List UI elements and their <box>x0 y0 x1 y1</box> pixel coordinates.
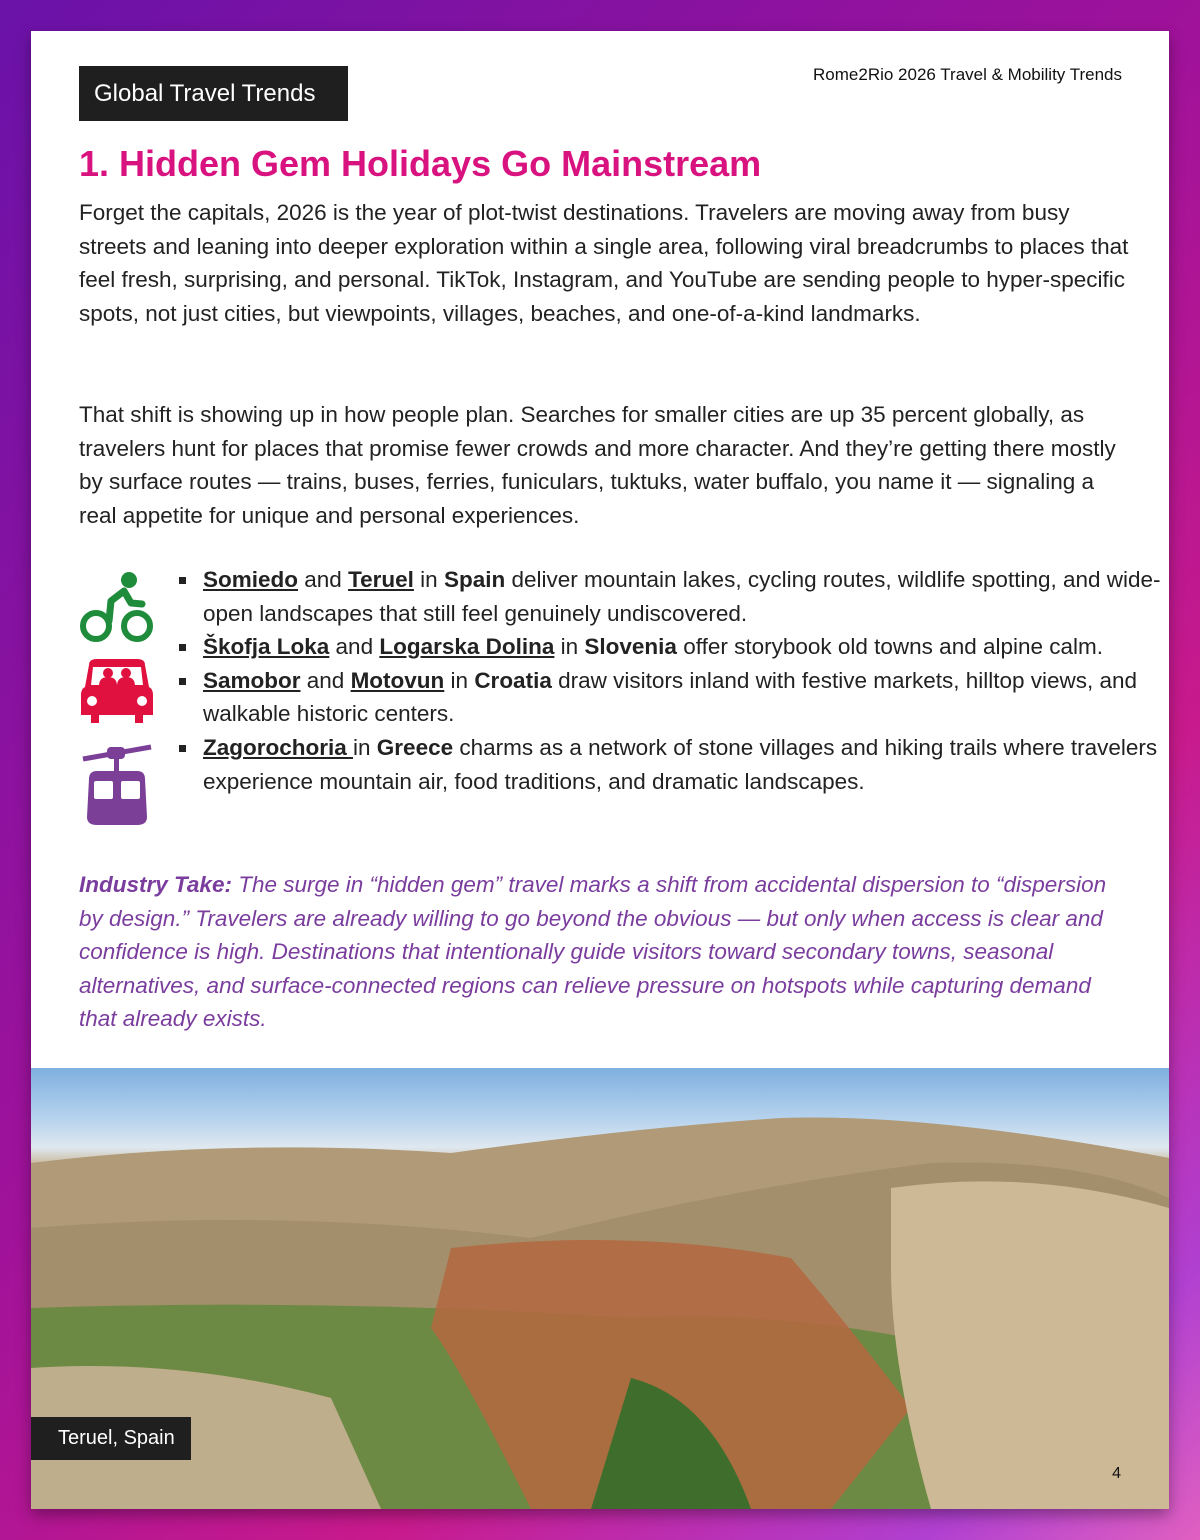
text: charms as a network of stone villages and hiking trails where travelers experience mountain air, food traditions, and dramatic landscapes. <box>203 734 1158 794</box>
text: in <box>353 734 377 760</box>
page-title: 1. Hidden Gem Holidays Go Mainstream <box>79 143 762 184</box>
list-item <box>203 630 1163 664</box>
transport-icons <box>79 571 159 829</box>
link-skofja-loka[interactable]: Škofja Loka <box>203 634 330 660</box>
list-item <box>203 731 1163 798</box>
text: and <box>300 667 351 693</box>
link-somiedo[interactable]: Somiedo <box>203 567 299 592</box>
text: in <box>554 634 585 660</box>
intro-paragraph: Forget the capitals, 2026 is the year of plot-twist destinations. Travelers are moving away from busy streets and leaning into deeper exploration within a single area, following viral breadcrumbs to places that feel fresh, surprising, and personal. TikTok, Instagram, and YouTube are sending people to hyper-specific spots, not just cities, but viewpoints, villages, beaches, and one-of-a-kind landmarks. <box>79 200 1129 326</box>
country: Spain <box>443 567 506 592</box>
text: in <box>413 567 444 592</box>
link-logarska-dolina[interactable]: Logarska Dolina <box>379 634 555 660</box>
photo-caption: Teruel, Spain <box>31 1417 191 1460</box>
text: and <box>329 634 380 660</box>
car-icon <box>79 659 155 725</box>
industry-take-text: The surge in “hidden gem” travel marks a shift from accidental dispersion to “dispersion by design.” Travelers are already willing to go beyond the obvious — but only when access is clear and confidence is high. Destinations that intentionally guide visitors toward secondary towns, seasonal alternatives, and surface-connected regions can relieve pressure on hotspots while capturing demand that already exists. <box>79 872 1107 1032</box>
document-page <box>31 31 1169 1509</box>
text: offer storybook old towns and alpine calm. <box>676 634 1104 660</box>
link-samobor[interactable]: Samobor <box>203 667 301 693</box>
text: deliver mountain lakes, cycling routes, wildlife spotting, and wide-open landscapes that still feel genuinely undiscovered. <box>203 567 1161 626</box>
link-teruel[interactable]: Teruel <box>348 567 414 592</box>
text: in <box>444 667 475 693</box>
shift-paragraph: That shift is showing up in how people plan. Searches for smaller cities are up 35 percent globally, as travelers hunt for places that promise fewer crowds and more character. And they’re getting there mostly by surface routes — trains, buses, ferries, funiculars, tuktuks, water buffalo, you name it — signaling a real appetite for unique and personal experiences. <box>79 402 1116 528</box>
teruel-photo <box>31 1068 1169 1509</box>
text: and <box>298 567 349 592</box>
report-title: Rome2Rio 2026 Travel & Mobility Trends <box>813 65 1122 84</box>
list-item <box>203 664 1163 731</box>
cable-car-icon <box>79 743 155 829</box>
page-number: 4 <box>1112 1465 1121 1482</box>
industry-take <box>79 868 1129 1036</box>
country: Slovenia <box>584 634 677 660</box>
bicycle-icon <box>79 571 155 645</box>
text: draw visitors inland with festive markets, hilltop views, and walkable historic centers. <box>203 667 1138 727</box>
link-zagorochoria[interactable]: Zagorochoria <box>203 734 354 760</box>
list-item <box>203 563 1163 630</box>
country: Croatia <box>474 667 552 693</box>
section-tag: Global Travel Trends <box>79 66 348 121</box>
destination-list <box>171 563 1163 798</box>
link-motovun[interactable]: Motovun <box>350 667 445 693</box>
country: Greece <box>376 734 454 760</box>
industry-take-label: Industry Take: <box>79 872 232 897</box>
